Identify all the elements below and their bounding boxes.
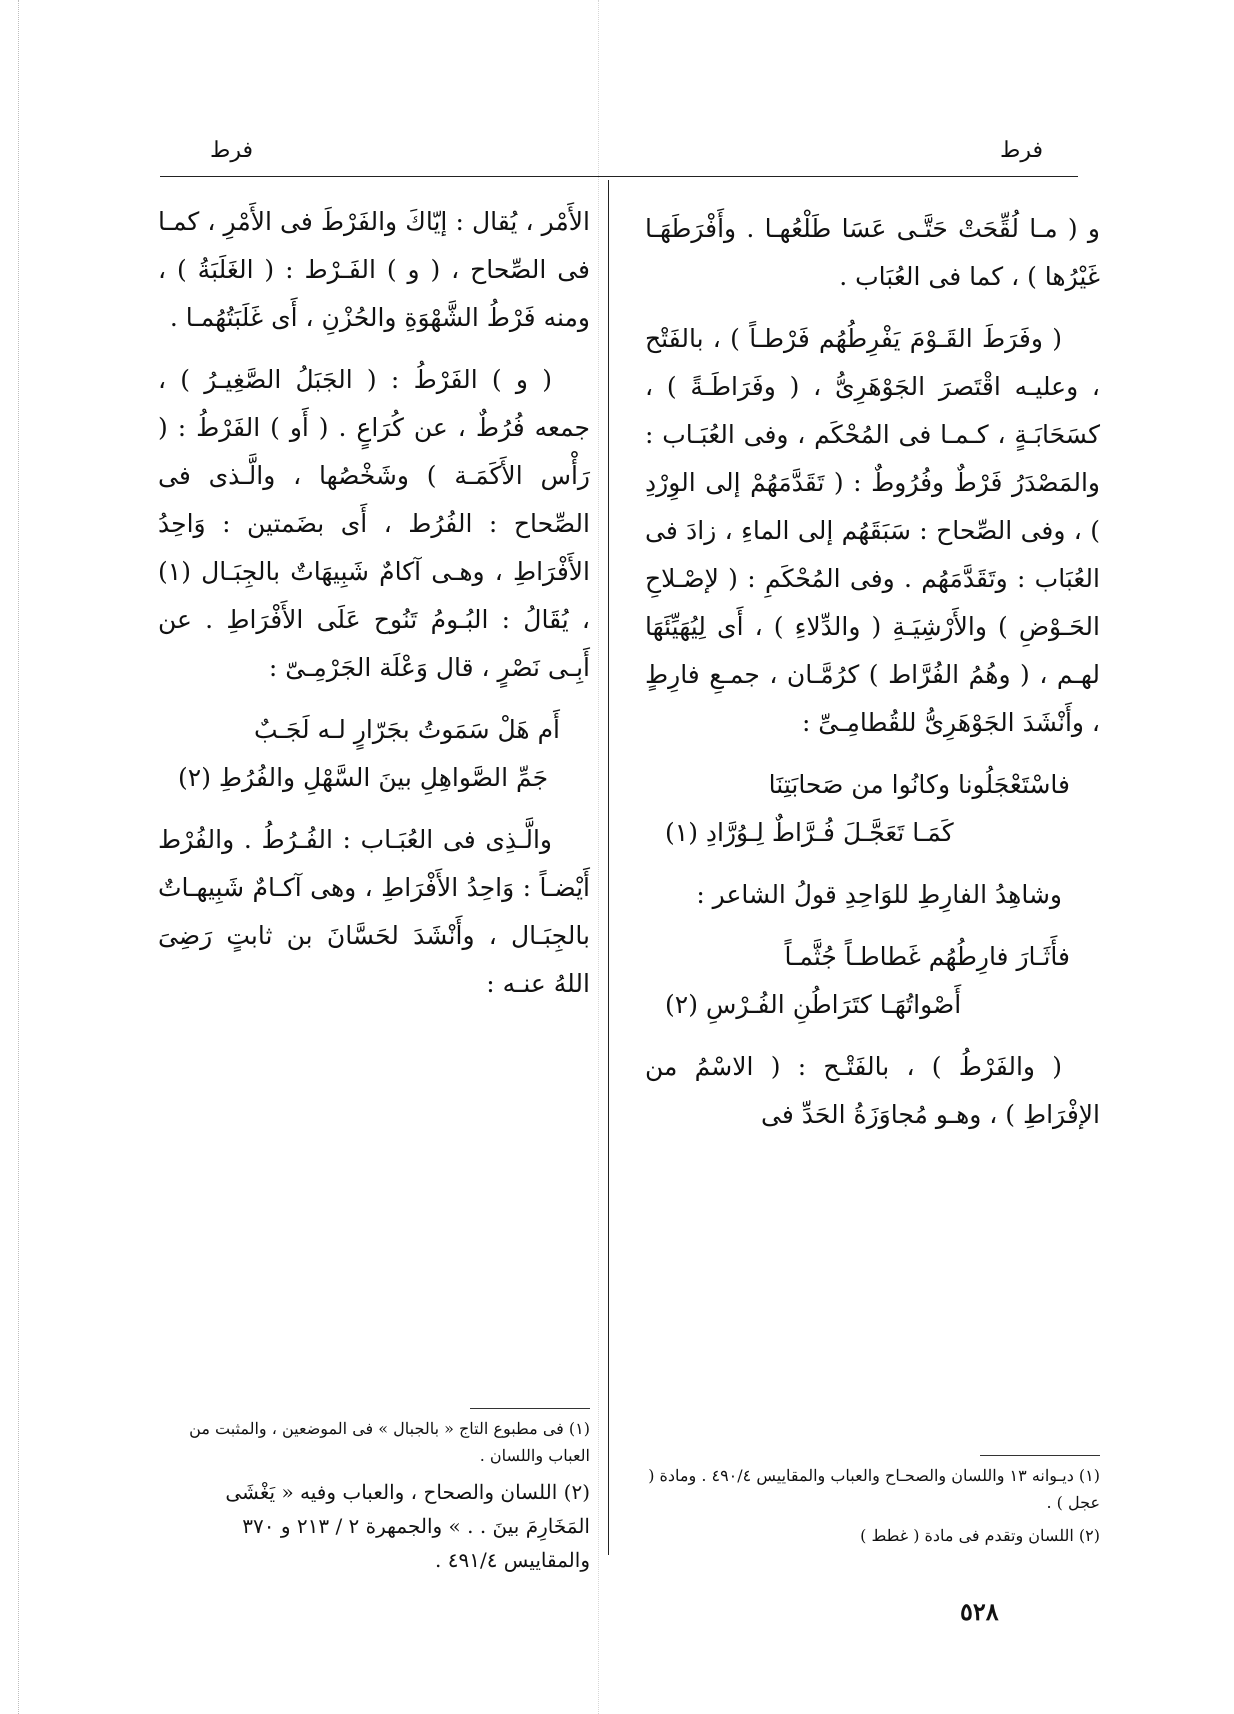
footnotes-left [158,1415,590,1583]
left-verse-1 [158,706,590,802]
running-headword-right: فرط [1000,138,1044,163]
right-paragraph-1: و ( مـا لُقِّحَتْ حَتَّـى عَسَا طَلْعُهـا . وأَفْرَطَهَـا غَيْرُها ) ، كما فى العُبَاب . [645,214,1100,291]
footnote: (١) ديـوانه ١٣ واللسان والصحـاح والعباب والمقاييس ٤٩٠/٤ . ومادة ( عجل ) . [648,1466,1100,1512]
page-number: ٥٢٨ [960,1597,999,1626]
header-rule [160,176,1078,177]
verse-line: فاسْتَعْجَلُونا وكانُوا من صَحابَتِنَا [768,770,1070,799]
running-headword-left: فرط [210,138,254,163]
scan-center-dots [598,0,599,1714]
right-paragraph-4: ( والفَرْطُ ) ، بالفَتْـح : ( الاسْمُ من الإفْرَاطِ ) ، وهـو مُجاوَزَةُ الحَدِّ فى [645,1052,1100,1129]
scan-margin-dots [18,0,19,1714]
footnote-rule-left [470,1408,590,1409]
verse-line: فأَثَـارَ فارِطُهُم غَطاطـاً جُثَّمـاً [784,942,1070,971]
right-verse-1 [645,761,1100,857]
left-paragraph-3: والَّـذِى فى العُبَـاب : الفُـرُطُ . والفُرْط أَيْضـاً : وَاحِدُ الأَفْرَاطِ ، وهى آكـامٌ شَبِيهـاتٌ بالجِبَـال ، وأَنْشَدَ لحَسَّانَ بن ثابتٍ رَضِىَ اللهُ عنـه : [158,825,590,998]
right-paragraph-3: وشاهِدُ الفارِطِ للوَاحِدِ قولُ الشاعر : [696,880,1062,909]
footnote: (١) فى مطبوع التاج « بالجبال » فى الموضعين ، والمثبت من العباب واللسان . [189,1419,590,1465]
verse-line: أَم هَلْ سَمَوتُ بجَرّارٍ لـه لَجَـبٌ [253,715,560,744]
footnotes-right [645,1462,1100,1555]
footnote: (٢) اللسان والصحاح ، والعباب وفيه « يَغْشَى المَخَارِمَ بينَ . . » والجمهرة ٢ / ٢١٣ و ٣٧٠ والمقاييس ٤٩١/٤ . [225,1480,590,1572]
left-paragraph-2: ( و ) الفَرْطُ : ( الجَبَلُ الصَّغِيـرُ ) ، جمعه فُرُطٌ ، عن كُرَاعٍ . ( أَو ) الفَرْطُ : ( رَأْس الأَكَمَـة ) وشَخْصُها ، والَّـذى فى الصِّحاح : الفُرُط ، أَى بضَمتين : وَاحِدُ الأَفْرَاطِ ، وهـى آكامٌ شَبِيهَاتٌ بالجِبَـال (١) ، يُقَالُ : البُـومُ تَنُوح عَلَى الأَفْرَاطِ . عن أَبِـى نَصْرٍ ، قال وَعْلَة الجَرْمِـىّ : [158,365,590,682]
left-paragraph-1: الأَمْر ، يُقال : إيّاكَ والفَرْطَ فى الأَمْرِ ، كمـا فى الصِّحاح ، ( و ) الفَـرْط : ( الغَلَبَةُ ) ، ومنه فَرْطُ الشَّهْوَةِ والحُزْنِ ، أَى غَلَبَتُهُمـا . [158,207,590,332]
footnote: (٢) اللسان وتقدم فى مادة ( غطط ) [860,1526,1100,1545]
footnote-rule-right [980,1455,1100,1456]
column-divider [608,180,609,1555]
right-verse-2 [645,933,1100,1029]
verse-line: أَصْواتُهَـا كتَرَاطُنِ الفُـرْسِ (٢) [665,990,962,1019]
right-column [645,205,1100,1153]
verse-line: جَمِّ الصَّواهِلِ بينَ السَّهْلِ والفُرُطِ (٢) [178,763,549,792]
right-paragraph-2: ( وفَرَطَ القَـوْمَ يَفْرِطُهُم فَرْطـاً ) ، بالفَتْح ، وعليـه اقْتَصرَ الجَوْهَرِىُّ ، ( وفَرَاطَـةً ) ، كسَحَابَـةٍ ، كـمـا فى المُحْكَم ، وفى العُبَـاب : والمَصْدَرُ فَرْطٌ وفُرُوطٌ : ( تَقَدَّمَهُمْ إلى الوِرْدِ ) ، وفى الصِّحاح : سَبَقَهُم إلى الماءِ ، زادَ فى العُبَاب : وتَقَدَّمَهُم . وفى المُحْكَمِ : ( لإصْـلاحِ الحَـوْضِ ) والأَرْشِيَـةِ ( والدِّلاءِ ) ، أَى لِيُهَيِّئَهَا لهـم ، ( وهُمُ الفُرَّاط ) كرُمَّـان ، جمـعِ فارِطٍ ، وأَنْشَدَ الجَوْهَرِىُّ للقُطامِـىِّ : [645,324,1100,737]
left-column [158,198,590,1022]
verse-line: كَمَـا تَعَجَّـلَ فُـرَّاطٌ لِـوُرَّادِ (١) [665,818,954,847]
